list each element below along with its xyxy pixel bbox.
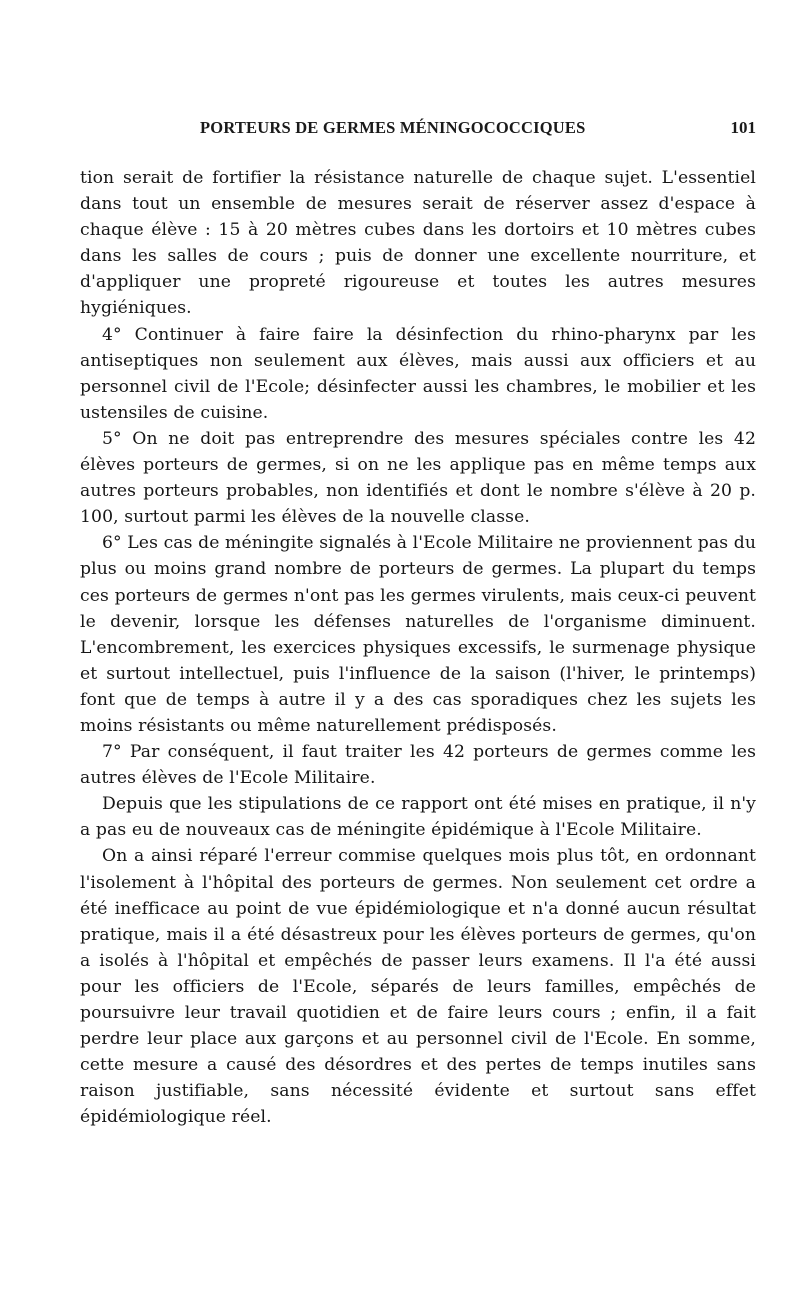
- paragraph-point-5: 5° On ne doit pas entreprendre des mesures spéciales contre les 42 élèves porteurs de germes, si on ne les applique pas en même temps aux autres porteurs probables, non identifiés et dont le nombre s'élève à 20 p. 100, surtout parmi les élèves de la nouvelle classe.: [80, 428, 756, 528]
- running-head: [80, 118, 756, 142]
- paragraph-conclusion: On a ainsi réparé l'erreur commise quelques mois plus tôt, en ordonnant l'isolement à l'hôpital des porteurs de germes. Non seulement cet ordre a été inefficace au point de vue épidémiologique et n'a donné aucun résultat pratique, mais il a été désastreux pour les élèves porteurs de germes, qu'on a isolés à l'hôpital et empêchés de passer leurs examens. Il l'a été aussi pour les officiers de l'Ecole, séparés de leurs familles, empêchés de poursuivre leur travail quotidien et de faire leurs cours ; enfin, il a fait perdre leur place aux garçons et au personnel civil de l'Ecole. En somme, cette mesure a causé des désordres et des pertes de temps inutiles sans raison justifiable, sans nécessité évidente et surtout sans effet épidémiologique réel.: [80, 846, 756, 1128]
- paragraph-since: Depuis que les stipulations de ce rapport ont été mises en pratique, il n'y a pas eu de nouveaux cas de méningite épidémique à l'Ecole Militaire.: [80, 794, 756, 841]
- paragraph-point-7: 7° Par conséquent, il faut traiter les 42 porteurs de germes comme les autres élèves de l'Ecole Militaire.: [80, 742, 756, 789]
- paragraph-point-6: 6° Les cas de méningite signalés à l'Ecole Militaire ne proviennent pas du plus ou moins grand nombre de porteurs de germes. La plupart du temps ces porteurs de germes n'ont pas les germes virulents, mais ceux-ci peuvent le devenir, lorsque les défenses naturelles de l'organisme diminuent. L'encombrement, les exercices physiques excessifs, le surmenage physique et surtout intellectuel, puis l'influence de la saison (l'hiver, le printemps) font que de temps à autre il y a des cas sporadiques chez les sujets les moins résistants ou même naturellement prédisposés.: [80, 533, 756, 736]
- running-title: PORTEURS DE GERMES MÉNINGOCOCCIQUES: [200, 118, 586, 137]
- body-text: [80, 165, 756, 1130]
- paragraph-point-4: 4° Continuer à faire faire la désinfection du rhino-pharynx par les antiseptiques non seulement aux élèves, mais aussi aux officiers et au personnel civil de l'Ecole; désinfecter aussi les chambres, le mobilier et les ustensiles de cuisine.: [80, 324, 756, 423]
- paragraph-continuation: tion serait de fortifier la résistance naturelle de chaque sujet. L'essentiel dans tout un ensemble de mesures serait de réserver assez d'espace à chaque élève : 15 à 20 mètres cubes dans les dortoirs et 10 mètres cubes dans les salles de cours ; puis de donner une excellente nourriture, et d'appliquer une propreté rigoureuse et toutes les autres mesures hygiéniques.: [80, 168, 756, 319]
- page-number: 101: [730, 118, 756, 137]
